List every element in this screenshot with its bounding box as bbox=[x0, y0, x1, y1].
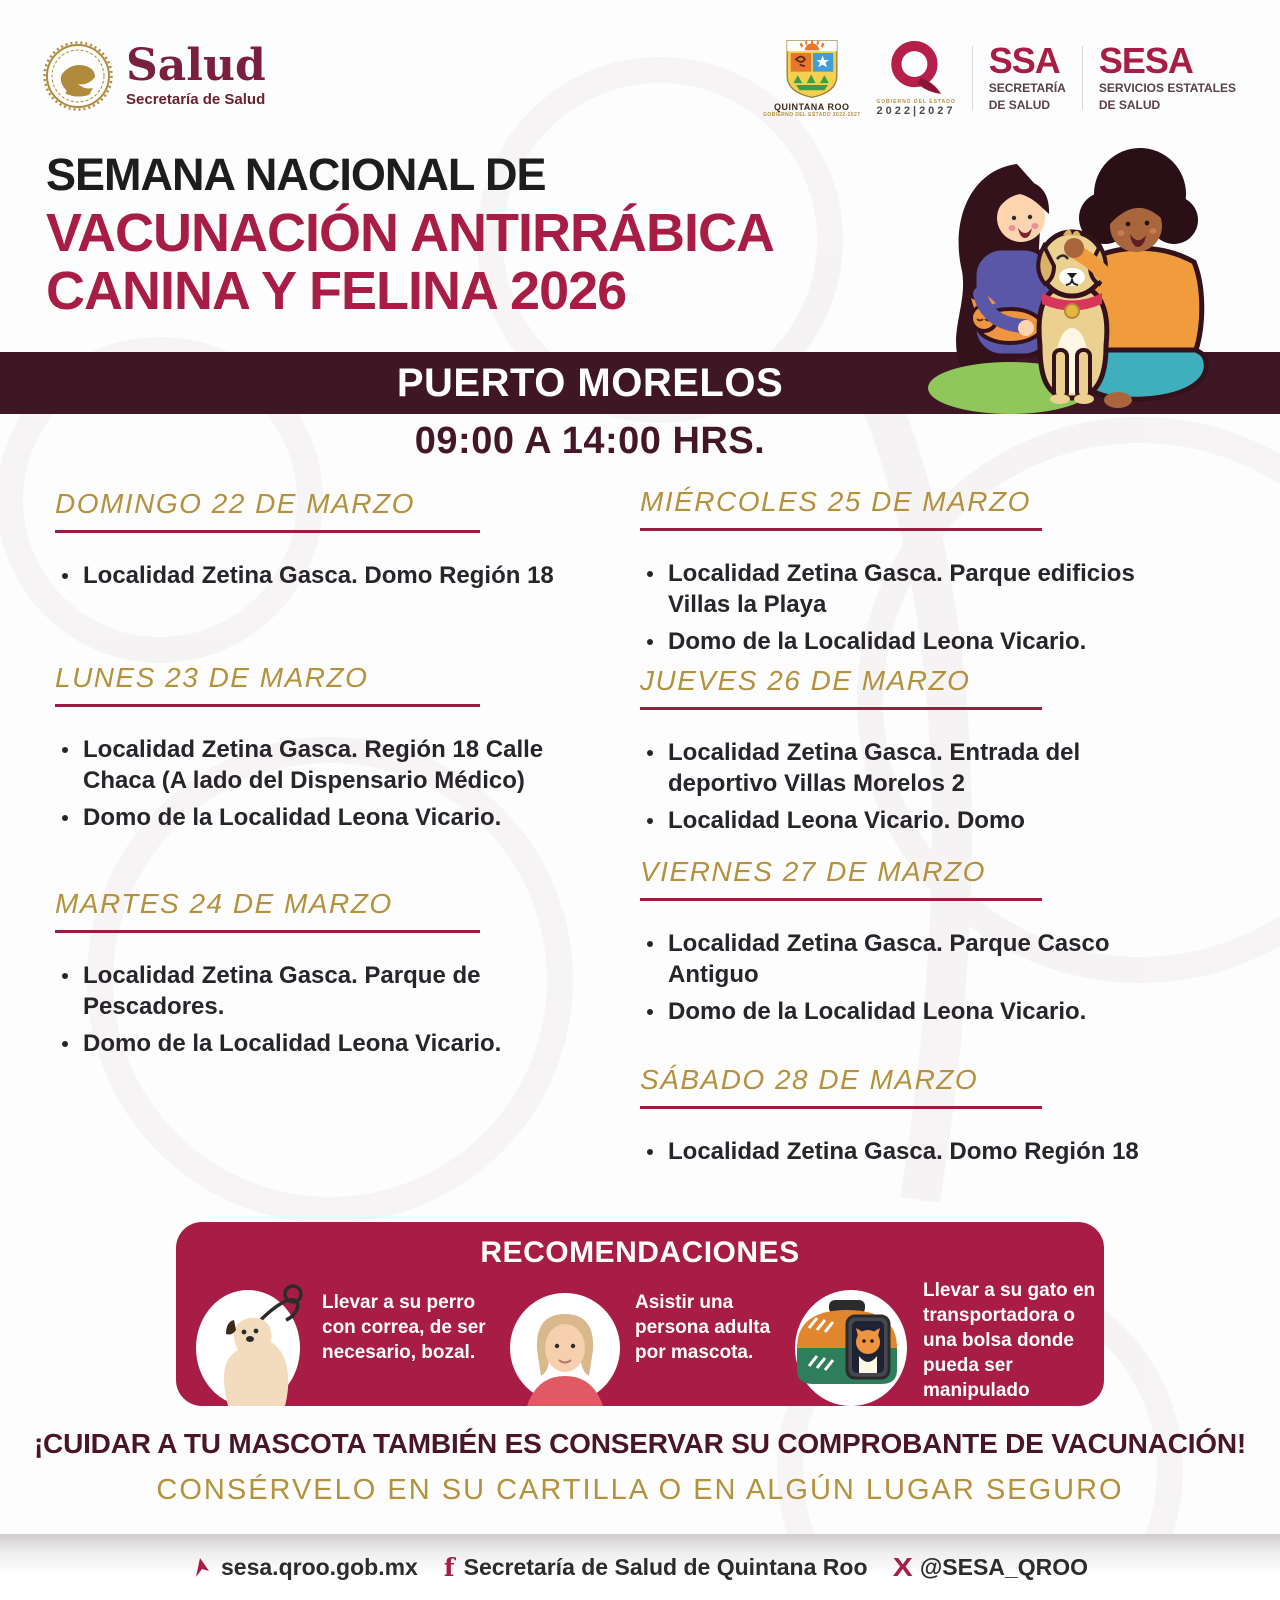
day-heading: SÁBADO 28 DE MARZO bbox=[640, 1064, 1042, 1109]
bullet-dot bbox=[62, 747, 68, 753]
logo-divider bbox=[1082, 46, 1083, 110]
location-item bbox=[640, 559, 1185, 620]
footer-facebook-label: Secretaría de Salud de Quintana Roo bbox=[463, 1553, 868, 1580]
location-list bbox=[640, 929, 1185, 1028]
salud-title: Salud bbox=[126, 40, 266, 91]
location-item bbox=[55, 803, 620, 834]
cursor-pointer-icon bbox=[192, 1556, 212, 1578]
location-text: Localidad Zetina Gasca. Domo Región 18 bbox=[668, 1138, 1139, 1165]
bullet-dot bbox=[647, 571, 653, 577]
quintana-roo-caption: QUINTANA ROO bbox=[773, 102, 850, 112]
recommendations-row bbox=[176, 1270, 1104, 1412]
salud-subtitle: Secretaría de Salud bbox=[126, 91, 266, 108]
schedule-section-viernes bbox=[640, 856, 1185, 1035]
logo-divider bbox=[972, 46, 973, 110]
bullet-dot bbox=[647, 818, 653, 824]
x-logo-icon: X bbox=[892, 1551, 913, 1582]
bullet-dot bbox=[647, 639, 653, 645]
location-item bbox=[640, 1137, 1185, 1168]
location-list bbox=[55, 961, 620, 1060]
location-list bbox=[55, 561, 620, 592]
day-heading: MARTES 24 DE MARZO bbox=[55, 888, 480, 933]
facebook-f-icon: f bbox=[443, 1552, 455, 1582]
location-text: Domo de la Localidad Leona Vicario. bbox=[83, 1030, 502, 1058]
recommendation-text: Llevar a su gato en transportadora o una bolsa donde pueda ser manipulado bbox=[923, 1280, 1096, 1402]
location-item bbox=[640, 806, 1185, 837]
day-heading: LUNES 23 DE MARZO bbox=[55, 662, 480, 707]
bullet-dot bbox=[647, 941, 653, 947]
bullet-dot bbox=[62, 573, 68, 579]
schedule-section-miercoles bbox=[640, 486, 1185, 665]
title-line1: SEMANA NACIONAL DE bbox=[46, 149, 546, 200]
outro-line1: ¡CUIDAR A TU MASCOTA TAMBIÉN ES CONSERVAR SU COMPROBANTE DE VACUNACIÓN! bbox=[33, 1428, 1247, 1459]
quintana-roo-subcaption: GOBIERNO DEL ESTADO 2022-2027 bbox=[763, 112, 861, 118]
bullet-dot bbox=[62, 1041, 68, 1047]
dog-on-leash-icon bbox=[192, 1276, 310, 1408]
bullet-dot bbox=[62, 973, 68, 979]
q-logo-subcaption: GOBIERNO DEL ESTADO bbox=[876, 99, 956, 105]
recommendation-dog bbox=[192, 1276, 507, 1412]
day-heading: JUEVES 26 DE MARZO bbox=[640, 665, 1042, 710]
sesa-logo bbox=[1098, 40, 1236, 113]
sesa-line2: DE SALUD bbox=[1098, 98, 1161, 112]
footer-twitter-label: @SESA_QROO bbox=[919, 1553, 1088, 1580]
location-item bbox=[640, 929, 1185, 990]
location-text: Domo de la Localidad Leona Vicario. bbox=[83, 804, 502, 832]
sesa-abbr: SESA bbox=[1098, 40, 1193, 81]
recommendation-text: Llevar a su perro con correa, de ser necesario, bozal. bbox=[322, 1292, 486, 1364]
day-heading: VIERNES 27 DE MARZO bbox=[640, 856, 1042, 901]
footer-website-link[interactable] bbox=[192, 1554, 418, 1581]
schedule-section-jueves bbox=[640, 665, 1185, 844]
location-item bbox=[640, 997, 1185, 1028]
outro-line2: CONSÉRVELO EN SU CARTILLA O EN ALGÚN LUGAR SEGURO bbox=[156, 1474, 1124, 1506]
footer-bar bbox=[0, 1534, 1280, 1600]
q-logo-icon bbox=[883, 39, 949, 97]
location-item bbox=[55, 735, 620, 796]
ssa-line1: SECRETARÍA bbox=[988, 81, 1066, 95]
footer-facebook-link[interactable] bbox=[444, 1553, 868, 1582]
title-line2: VACUNACIÓN ANTIRRÁBICA bbox=[46, 202, 774, 263]
recommendations-box bbox=[176, 1222, 1104, 1406]
location-text: Localidad Zetina Gasca. Entrada del deportivo Villas Morelos 2 bbox=[668, 739, 1081, 797]
schedule-section-lunes bbox=[55, 662, 620, 841]
ssa-line2: DE SALUD bbox=[988, 98, 1051, 112]
hours-text: 09:00 A 14:00 HRS. bbox=[414, 420, 766, 462]
recommendations-title: RECOMENDACIONES bbox=[480, 1236, 800, 1269]
location-text: Localidad Zetina Gasca. Parque edificios Villas la Playa bbox=[668, 560, 1135, 618]
salud-logo bbox=[42, 40, 266, 112]
location-text: Localidad Zetina Gasca. Domo Región 18 bbox=[83, 562, 554, 589]
location-text: Domo de la Localidad Leona Vicario. bbox=[668, 628, 1087, 656]
bullet-dot bbox=[647, 1009, 653, 1015]
bullet-dot bbox=[647, 750, 653, 756]
day-heading: DOMINGO 22 DE MARZO bbox=[55, 488, 480, 533]
quintana-roo-logo bbox=[763, 38, 860, 118]
location-text: Localidad Zetina Gasca. Región 18 Calle Chaca (A lado del Dispensario Médico) bbox=[83, 736, 544, 794]
adult-person-icon bbox=[507, 1290, 623, 1406]
ssa-logo bbox=[988, 40, 1066, 113]
mexico-eagle-icon bbox=[42, 40, 114, 112]
bullet-dot bbox=[62, 815, 68, 821]
quintana-roo-shield-icon bbox=[783, 38, 841, 100]
salud-wordmark bbox=[126, 40, 266, 108]
institution-logos bbox=[763, 38, 1236, 118]
ssa-abbr: SSA bbox=[988, 40, 1060, 81]
title-line3: CANINA Y FELINA 2026 bbox=[46, 260, 627, 321]
location-item bbox=[55, 961, 620, 1022]
footer-twitter-link[interactable] bbox=[894, 1552, 1088, 1583]
recommendation-text: Asistir una persona adulta por mascota. bbox=[635, 1292, 771, 1364]
location-list bbox=[55, 735, 620, 834]
schedule-section-domingo bbox=[55, 488, 620, 599]
q-logo-years: 2022|2027 bbox=[876, 105, 956, 117]
location-text: Domo de la Localidad Leona Vicario. bbox=[668, 998, 1087, 1026]
location-text: Localidad Zetina Gasca. Parque de Pescadores. bbox=[83, 962, 481, 1020]
family-pets-illustration bbox=[922, 136, 1222, 426]
location-text: Localidad Leona Vicario. Domo bbox=[668, 807, 1025, 835]
location-item bbox=[55, 561, 620, 592]
footer-website-label: sesa.qroo.gob.mx bbox=[221, 1553, 418, 1580]
q-gobierno-logo bbox=[876, 39, 955, 117]
sesa-line1: SERVICIOS ESTATALES bbox=[1098, 81, 1236, 95]
recommendation-person bbox=[507, 1276, 785, 1412]
location-list bbox=[640, 559, 1185, 658]
location-text: Localidad Zetina Gasca. Parque Casco Antiguo bbox=[668, 930, 1110, 988]
schedule-section-martes bbox=[55, 888, 620, 1067]
schedule-section-sabado bbox=[640, 1064, 1185, 1175]
location-item bbox=[640, 627, 1185, 658]
location-item bbox=[640, 738, 1185, 799]
location-item bbox=[55, 1029, 620, 1060]
location-list bbox=[640, 1137, 1185, 1168]
location-list bbox=[640, 738, 1185, 837]
poster-title bbox=[46, 150, 774, 320]
day-heading: MIÉRCOLES 25 DE MARZO bbox=[640, 486, 1042, 531]
recommendation-carrier bbox=[785, 1276, 1108, 1412]
bullet-dot bbox=[647, 1149, 653, 1155]
cat-in-carrier-icon bbox=[785, 1286, 911, 1412]
city-name: PUERTO MORELOS bbox=[396, 361, 784, 405]
